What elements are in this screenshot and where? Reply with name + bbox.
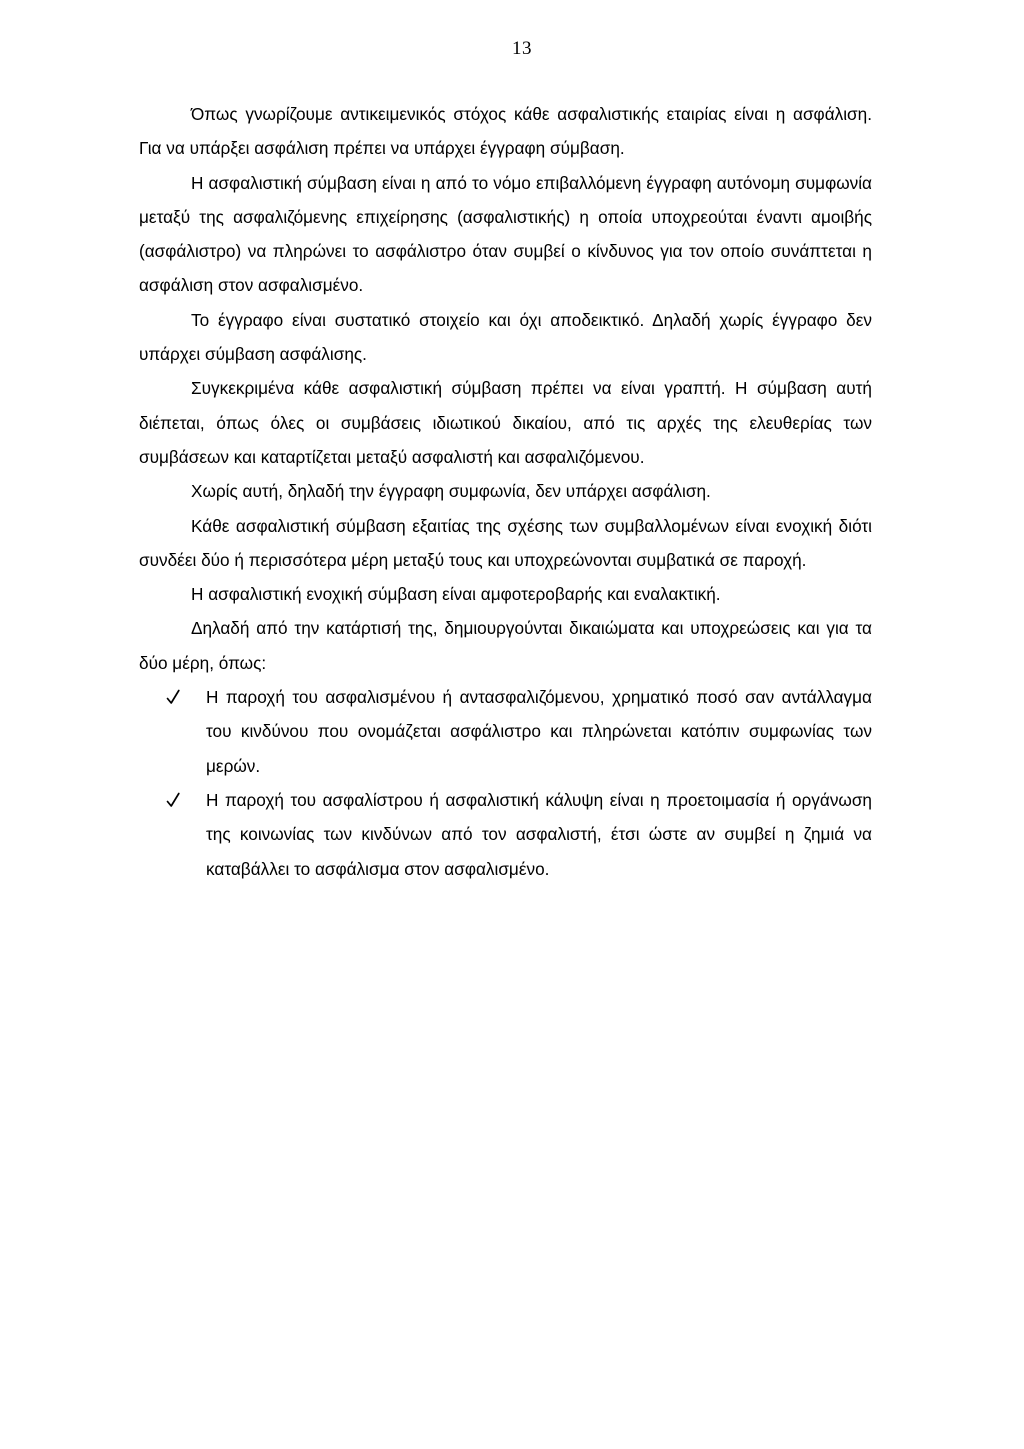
list-item-text: Η παροχή του ασφαλισμένου ή αντασφαλιζόμενου, χρηματικό ποσό σαν αντάλλαγμα του κινδύνου που ονομάζεται ασφάλιστρο και πληρώνεται κατόπιν συμφωνίας των μερών. — [206, 687, 872, 776]
checkmark-icon — [166, 792, 180, 808]
paragraph: Κάθε ασφαλιστική σύμβαση εξαιτίας της σχέσης των συμβαλλομένων είναι ενοχική διότι συνδέει δύο ή περισσότερα μέρη μεταξύ τους και υποχρεώνονται συμβατικά σε παροχή. — [139, 515, 872, 570]
list-item-text: Η παροχή του ασφαλίστρου ή ασφαλιστική κάλυψη είναι η προετοιμασία ή οργάνωση της κοινωνίας των κινδύνων από τον ασφαλιστή, έτσι ώστε αν συμβεί η ζημιά να καταβάλλει το ασφάλισμα στον ασφαλισμένο. — [206, 789, 872, 879]
checkmark-icon — [166, 689, 180, 705]
paragraph: Το έγγραφο είναι συστατικό στοιχείο και όχι αποδεικτικό. Δηλαδή χωρίς έγγραφο δεν υπάρχει σύμβαση ασφάλισης. — [139, 309, 872, 365]
paragraph: Δηλαδή από την κατάρτισή της, δημιουργούνται δικαιώματα και υποχρεώσεις και για τα δύο μέρη, όπως: — [139, 618, 872, 673]
paragraph: Συγκεκριμένα κάθε ασφαλιστική σύμβαση πρέπει να είναι γραπτή. Η σύμβαση αυτή διέπεται, όπως όλες οι συμβάσεις ιδιωτικού δικαίου, από τις αρχές της ελευθερίας των συμβάσεων και καταρτίζεται μεταξύ ασφαλιστή και ασφαλιζόμενου. — [139, 378, 872, 467]
page-number: 13 — [512, 38, 532, 59]
paragraph: Όπως γνωρίζουμε αντικειμενικός στόχος κάθε ασφαλιστικής εταιρίας είναι η ασφάλιση. Για να υπάρξει ασφάλιση πρέπει να υπάρχει έγγραφη σύμβαση. — [139, 104, 872, 159]
list-item — [139, 783, 872, 886]
paragraph: Χωρίς αυτή, δηλαδή την έγγραφη συμφωνία, δεν υπάρχει ασφάλιση. — [191, 481, 711, 502]
paragraph: Η ασφαλιστική ενοχική σύμβαση είναι αμφοτεροβαρής και εναλακτική. — [191, 584, 721, 605]
bullet-list — [139, 680, 872, 886]
document-body — [139, 97, 872, 886]
paragraph: Η ασφαλιστική σύμβαση είναι η από το νόμο επιβαλλόμενη έγγραφη αυτόνομη συμφωνία μεταξύ της ασφαλιζόμενης επιχείρησης (ασφαλιστικής) η οποία υποχρεούται έναντι αμοιβής (ασφάλιστρο) να πληρώνει το ασφάλιστρο όταν συμβεί ο κίνδυνος για τον οποίο συνάπτεται η ασφάλιση στον ασφαλισμένο. — [139, 172, 872, 296]
list-item — [139, 680, 872, 783]
